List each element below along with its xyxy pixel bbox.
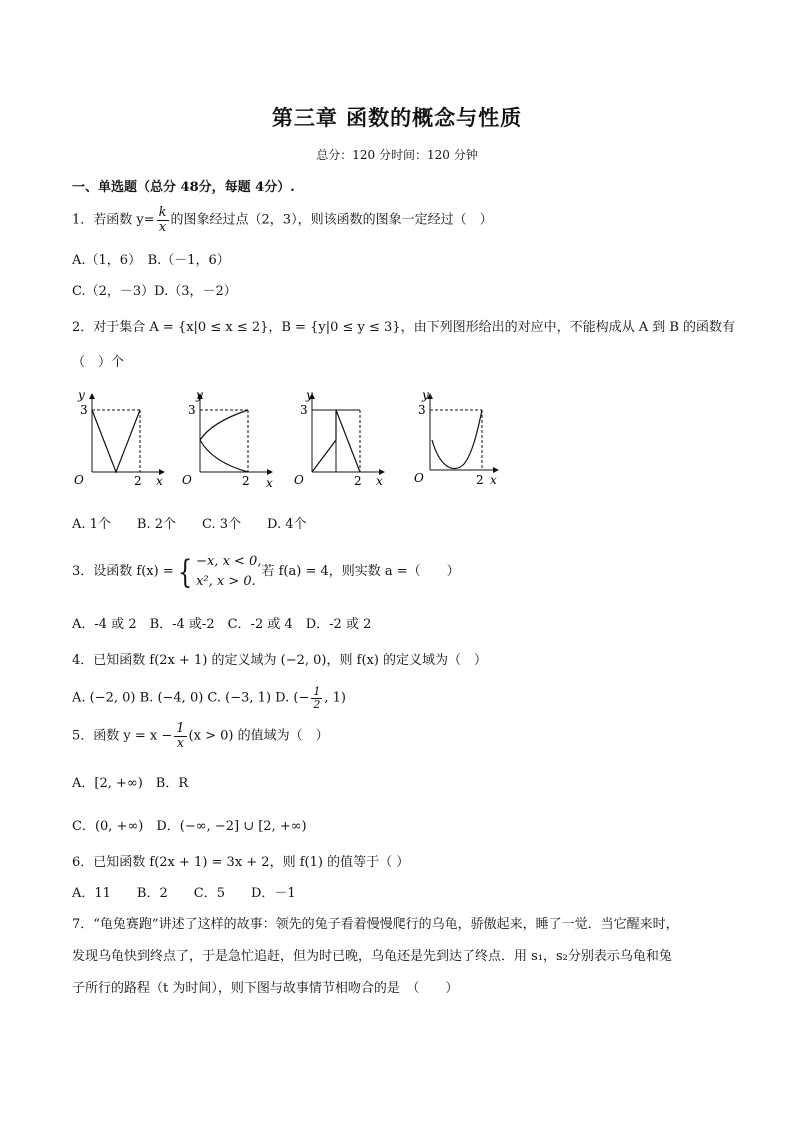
g1-y: y [78,388,85,402]
question-2-stem-cont: （ ）个 [72,355,125,370]
g3-origin: O [294,473,304,487]
section-heading: 一、单选题（总分 48分，每题 4分）. [72,180,295,195]
question-2-options: A. 1个 B. 2个 C. 3个 D. 4个 [72,517,307,532]
question-6-stem: 6．已知函数 f(2x + 1) = 3x + 2，则 f(1) 的值等于（ ） [72,855,410,870]
q3-prefix: 3．设函数 f(x) = [72,564,174,579]
g2-y: y [196,388,203,402]
q4-options-pre: A. (−2, 0) B. (−4, 0) C. (−3, 1) D. (− [72,690,310,706]
question-1-options-a-b: A.（1，6） B.（－1，6） [72,253,230,268]
question-4-options [72,686,346,710]
graph-4 [414,388,498,487]
g3-x: x [376,474,383,488]
g4-three: 3 [418,403,426,417]
question-1-options-c-d: C.（2，－3）D.（3，－2） [72,284,237,299]
g4-y: y [422,388,429,402]
q5-frac-num: 1 [176,721,185,736]
q5-suffix: (x > 0) 的值域为（ ） [188,728,329,744]
question-7-line-3: 子所行的路程（t 为时间），则下图与故事情节相吻合的是 （ ） [72,981,459,996]
q5-fraction [174,722,186,750]
page-subtitle: 总分：120 分时间：120 分钟 [316,148,478,162]
q1-suffix: 的图象经过点（2，3），则该函数的图象一定经过（ ） [170,212,493,228]
question-7-line-1: 7．“龟兔赛跑”讲述了这样的故事：领先的兔子看着慢慢爬行的乌龟，骄傲起来，睡了一觉．当它醒来时， [72,917,679,932]
g1-origin: O [74,473,84,487]
q4-frac-num: 1 [313,685,321,698]
question-4-stem: 4．已知函数 f(2x + 1) 的定义域为 (−2, 0)，则 f(x) 的定义域为（ ） [72,653,488,668]
question-2-graphs [72,384,512,494]
g2-x: x [266,476,273,490]
graph-1 [74,388,164,488]
q4-option-fraction [311,686,322,710]
q3-cases [196,552,261,591]
q3-brace: { [177,552,193,591]
question-5-options-c-d: C．(0, +∞) D．(−∞, −2] ∪ [2, +∞) [72,819,307,834]
g2-three: 3 [188,403,196,417]
g4-two: 2 [476,473,484,487]
question-5-stem [72,722,329,750]
g2-two: 2 [242,474,250,488]
g4-x: x [490,473,497,487]
g1-two: 2 [134,474,142,488]
g3-y: y [306,388,313,402]
q4-frac-den: 2 [313,697,321,711]
g1-x: x [156,474,163,488]
q1-prefix: 1．若函数 y= [72,212,155,228]
q5-prefix: 5．函数 y = x − [72,728,173,744]
q5-frac-den: x [176,735,185,751]
question-7-line-2: 发现乌龟快到终点了，于是急忙追赶，但为时已晚，乌龟还是先到达了终点．用 s₁，s₂分别表示乌龟和兔 [72,949,672,964]
question-5-options-a-b: A．[2, +∞) B．R [72,776,189,791]
q4-options-post: , 1) [324,690,346,706]
q3-suffix: 若 f(a) = 4，则实数 a =（ ） [261,564,460,579]
question-1-stem [72,206,493,234]
question-3-options: A．-4 或 2 B．-4 或-2 C．-2 或 4 D．-2 或 2 [72,617,372,632]
q1-frac-num: k [158,205,167,220]
question-6-options: A．11 B．2 C．5 D．－1 [72,886,296,901]
question-2-stem: 2．对于集合 A = {x|0 ≤ x ≤ 2}，B = {y|0 ≤ y ≤ 3}，由下列图形给出的对应中，不能构成从 A 到 B 的函数有 [72,320,736,335]
g1-three: 3 [80,403,88,417]
graph-2 [182,388,273,490]
q3-case-2: x², x > 0. [196,573,256,589]
q1-frac-den: x [158,219,167,235]
g4-origin: O [414,471,424,485]
graphs-svg [72,384,512,494]
g3-two: 2 [354,474,362,488]
g3-three: 3 [300,403,308,417]
graph-3 [294,388,384,488]
q1-fraction [157,206,169,234]
g2-origin: O [182,473,192,487]
question-3-stem [72,552,460,591]
q3-case-1: −x, x < 0, [196,554,262,569]
page-title: 第三章 函数的概念与性质 [271,105,523,130]
